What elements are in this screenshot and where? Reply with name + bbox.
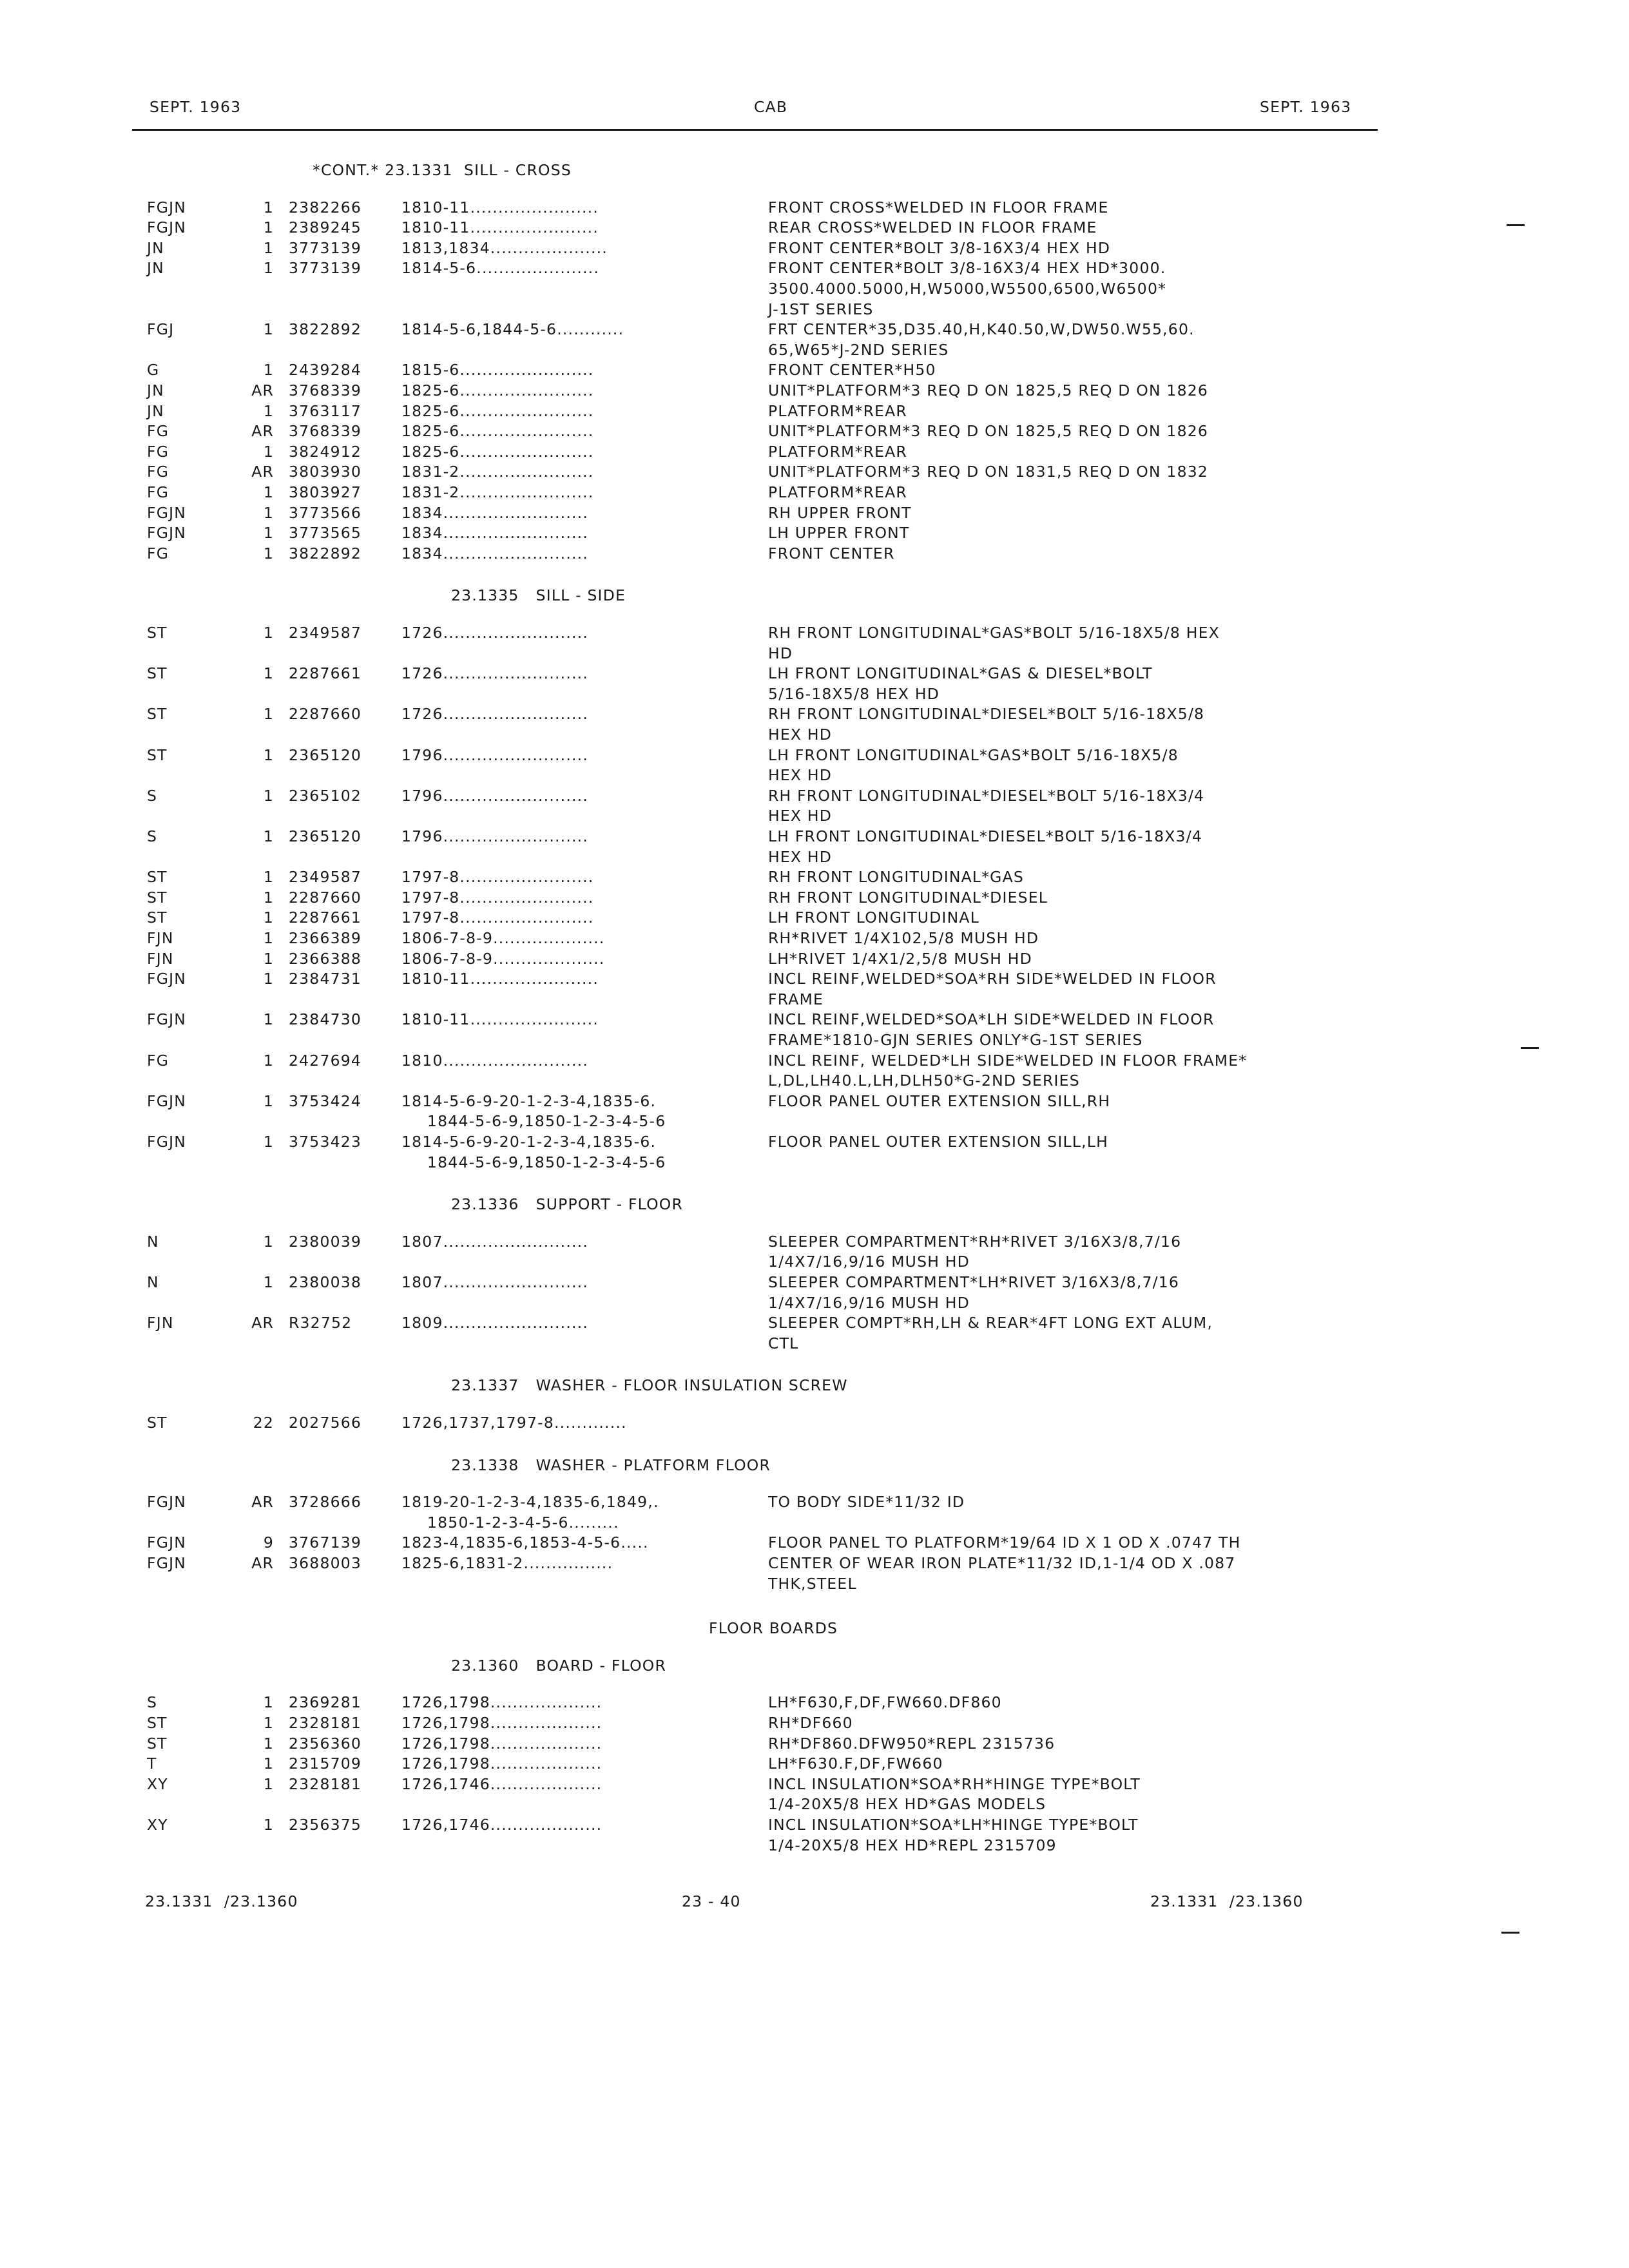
section-heading: 23.1338 WASHER - PLATFORM FLOOR [451,1456,771,1474]
row-code: FGJN [147,1493,187,1512]
row-part-number: 2382266 [289,198,362,216]
row-models: 1809.......................... [401,1314,589,1332]
row-part-number: 2365120 [289,745,362,764]
row-description: INCL REINF,WELDED*SOA*LH SIDE*WELDED IN FLOOR [768,1010,1215,1029]
row-part-number: 2349587 [289,868,362,887]
row-models: 1726,1798.................... [401,1754,602,1773]
row-models: 1834.......................... [401,503,589,522]
row-code: FG [147,422,169,441]
row-part-number: 3753424 [289,1091,362,1110]
row-models: 1834.......................... [401,544,589,562]
section-heading: 23.1336 SUPPORT - FLOOR [451,1195,684,1214]
row-code: JN [147,381,164,399]
row-description: PLATFORM*REAR [768,442,907,461]
row-code: XY [147,1816,168,1834]
row-models: 1806-7-8-9.................... [401,929,605,947]
section-heading: 23.1335 SILL - SIDE [451,586,626,605]
row-qty: 1 [263,624,274,642]
row-code: FJN [147,949,174,968]
row-part-number: 3773139 [289,238,362,257]
margin-mark [1521,1047,1539,1049]
row-code: S [147,1693,158,1712]
row-qty: 1 [263,218,274,237]
row-models: 1825-6........................ [401,422,594,441]
row-description: LH*F630,F,DF,FW660.DF860 [768,1693,1002,1712]
row-part-number: 2366389 [289,929,362,947]
row-part-number: 3688003 [289,1554,362,1572]
row-qty: 1 [263,1816,274,1834]
row-models: 1844-5-6-9,1850-1-2-3-4-5-6 [427,1153,666,1171]
row-code: ST [147,888,168,907]
row-part-number: 2384731 [289,970,362,988]
row-code: FGJN [147,1533,187,1552]
row-description: PLATFORM*REAR [768,401,907,420]
header-rule [132,129,1378,131]
row-models: 1810-11....................... [401,198,599,216]
row-description: FRONT CENTER*BOLT 3/8-16X3/4 HEX HD [768,238,1111,257]
row-part-number: 2439284 [289,361,362,380]
row-models: 1814-5-6...................... [401,259,600,278]
row-models: 1797-8........................ [401,868,594,887]
row-models: 1815-6........................ [401,361,594,380]
row-code: ST [147,664,168,683]
row-models: 1796.......................... [401,745,589,764]
row-models: 1726,1737,1797-8............. [401,1414,627,1432]
row-description: HEX HD [768,807,833,825]
row-models: 1807.......................... [401,1273,589,1291]
row-part-number: 3822892 [289,320,362,339]
row-qty: 1 [263,1091,274,1110]
row-part-number: 2369281 [289,1693,362,1712]
row-qty: 1 [263,1133,274,1151]
row-qty: 1 [263,524,274,543]
row-code: FJN [147,929,174,947]
row-description: LH FRONT LONGITUDINAL*DIESEL*BOLT 5/16-18X3/4 [768,827,1202,845]
margin-mark [1507,224,1525,226]
row-code: ST [147,1714,168,1732]
row-qty: 1 [263,827,274,845]
row-qty: 1 [263,970,274,988]
row-qty: 1 [263,259,274,278]
row-code: ST [147,908,168,927]
row-description: 65,W65*J-2ND SERIES [768,340,949,359]
row-qty: AR [251,1554,274,1572]
row-qty: 1 [263,786,274,805]
row-qty: 1 [263,503,274,522]
row-models: 1726.......................... [401,664,589,683]
row-qty: AR [251,1493,274,1512]
row-models: 1797-8........................ [401,888,594,907]
header-left: SEPT. 1963 [149,98,242,116]
row-qty: 1 [263,1714,274,1732]
row-description: CENTER OF WEAR IRON PLATE*11/32 ID,1-1/4 OD X .087 [768,1554,1236,1572]
row-description: SLEEPER COMPARTMENT*RH*RIVET 3/16X3/8,7/16 [768,1232,1182,1251]
row-description: FLOOR PANEL TO PLATFORM*19/64 ID X 1 OD X .0747 TH [768,1533,1241,1552]
row-code: ST [147,868,168,887]
row-models: 1814-5-6-9-20-1-2-3-4,1835-6. [401,1091,657,1110]
row-part-number: 2384730 [289,1010,362,1029]
row-part-number: 2027566 [289,1414,362,1432]
row-qty: 1 [263,1754,274,1773]
row-description: UNIT*PLATFORM*3 REQ D ON 1825,5 REQ D ON 1826 [768,422,1209,441]
row-part-number: 2287661 [289,664,362,683]
row-code: FG [147,483,169,501]
row-qty: 1 [263,949,274,968]
row-description: UNIT*PLATFORM*3 REQ D ON 1831,5 REQ D ON 1832 [768,463,1209,481]
row-models: 1797-8........................ [401,908,594,927]
row-description: LH*F630.F,DF,FW660 [768,1754,943,1773]
row-description: THK,STEEL [768,1574,857,1593]
row-description: 1/4-20X5/8 HEX HD*GAS MODELS [768,1795,1046,1814]
row-models: 1810-11....................... [401,970,599,988]
row-models: 1726,1798.................... [401,1693,602,1712]
row-code: N [147,1232,159,1251]
row-code: JN [147,238,164,257]
row-description: RH UPPER FRONT [768,503,912,522]
row-models: 1844-5-6-9,1850-1-2-3-4-5-6 [427,1112,666,1131]
row-models: 1726,1798.................... [401,1734,602,1753]
row-description: RH*DF860.DFW950*REPL 2315736 [768,1734,1055,1753]
row-description: J-1ST SERIES [768,300,874,318]
row-models: 1810-11....................... [401,1010,599,1029]
row-description: CTL [768,1334,799,1352]
row-description: RH FRONT LONGITUDINAL*DIESEL*BOLT 5/16-18X3/4 [768,786,1205,805]
row-description: HEX HD [768,847,833,866]
row-description: HD [768,644,793,662]
footer-left: 23.1331 /23.1360 [145,1892,298,1910]
row-qty: 1 [263,544,274,562]
row-description: INCL INSULATION*SOA*LH*HINGE TYPE*BOLT [768,1816,1139,1834]
row-description: 1/4-20X5/8 HEX HD*REPL 2315709 [768,1836,1057,1854]
row-qty: 1 [263,1774,274,1793]
row-part-number: 3753423 [289,1133,362,1151]
row-part-number: 2328181 [289,1714,362,1732]
row-qty: 1 [263,705,274,724]
footer-right: 23.1331 /23.1360 [1150,1892,1304,1910]
row-description: REAR CROSS*WELDED IN FLOOR FRAME [768,218,1097,237]
row-models: 1834.......................... [401,524,589,543]
row-code: ST [147,1734,168,1753]
row-qty: 1 [263,1734,274,1753]
footer-center: 23 - 40 [682,1892,741,1910]
row-description: INCL REINF, WELDED*LH SIDE*WELDED IN FLOOR FRAME* [768,1051,1248,1070]
row-description: INCL INSULATION*SOA*RH*HINGE TYPE*BOLT [768,1774,1141,1793]
row-code: ST [147,705,168,724]
row-models: 1810.......................... [401,1051,589,1070]
row-models: 1850-1-2-3-4-5-6......... [427,1513,619,1532]
row-code: FGJN [147,524,187,543]
row-description: FLOOR PANEL OUTER EXTENSION SILL,LH [768,1133,1108,1151]
section-heading: 23.1337 WASHER - FLOOR INSULATION SCREW [451,1376,848,1395]
row-code: JN [147,401,164,420]
row-part-number: 2349587 [289,624,362,642]
row-part-number: 3767139 [289,1533,362,1552]
row-description: INCL REINF,WELDED*SOA*RH SIDE*WELDED IN FLOOR [768,970,1217,988]
row-code: FJN [147,1314,174,1332]
row-qty: 1 [263,1232,274,1251]
row-part-number: 2366388 [289,949,362,968]
row-code: FGJN [147,970,187,988]
row-description: 1/4X7/16,9/16 MUSH HD [768,1253,970,1271]
row-qty: 1 [263,320,274,339]
row-part-number: 2356375 [289,1816,362,1834]
section-heading: 23.1360 BOARD - FLOOR [451,1656,666,1675]
row-code: T [147,1754,157,1773]
row-code: FG [147,1051,169,1070]
row-qty: 1 [263,238,274,257]
row-models: 1823-4,1835-6,1853-4-5-6..... [401,1533,649,1552]
row-qty: 1 [263,1273,274,1291]
row-qty: 22 [253,1414,274,1432]
row-qty: 1 [263,908,274,927]
row-code: ST [147,1414,168,1432]
row-description: RH FRONT LONGITUDINAL*DIESEL [768,888,1048,907]
row-qty: AR [251,1314,274,1332]
row-part-number: 3773565 [289,524,362,543]
row-models: 1726,1798.................... [401,1714,602,1732]
row-models: 1726.......................... [401,624,589,642]
row-qty: 9 [263,1533,274,1552]
row-qty: 1 [263,198,274,216]
row-description: TO BODY SIDE*11/32 ID [768,1493,965,1512]
row-part-number: 3773566 [289,503,362,522]
row-models: 1796.......................... [401,786,589,805]
margin-mark [1501,1932,1519,1934]
row-qty: 1 [263,401,274,420]
row-code: N [147,1273,159,1291]
row-code: S [147,827,158,845]
row-description: RH*DF660 [768,1714,853,1732]
row-description: HEX HD [768,766,833,785]
row-qty: 1 [263,1010,274,1029]
row-description: RH FRONT LONGITUDINAL*GAS [768,868,1024,887]
row-models: 1726.......................... [401,705,589,724]
row-part-number: 3763117 [289,401,362,420]
row-qty: 1 [263,483,274,501]
row-part-number: 2380038 [289,1273,362,1291]
row-qty: 1 [263,664,274,683]
row-code: FGJN [147,218,187,237]
row-description: HEX HD [768,726,833,744]
row-qty: 1 [263,1693,274,1712]
row-description: RH FRONT LONGITUDINAL*DIESEL*BOLT 5/16-18X5/8 [768,705,1205,724]
row-code: ST [147,624,168,642]
row-models: 1806-7-8-9.................... [401,949,605,968]
row-code: FGJN [147,1554,187,1572]
row-qty: 1 [263,361,274,380]
row-qty: 1 [263,868,274,887]
row-description: FLOOR PANEL OUTER EXTENSION SILL,RH [768,1091,1111,1110]
row-qty: 1 [263,442,274,461]
row-description: L,DL,LH40.L,LH,DLH50*G-2ND SERIES [768,1072,1080,1090]
row-part-number: 2287660 [289,705,362,724]
row-part-number: 2328181 [289,1774,362,1793]
row-part-number: 3768339 [289,381,362,399]
row-models: 1726,1746.................... [401,1816,602,1834]
row-qty: 1 [263,888,274,907]
row-code: FGJN [147,1091,187,1110]
row-part-number: 2287661 [289,908,362,927]
row-code: FGJN [147,1010,187,1029]
row-code: G [147,361,160,380]
row-description: LH UPPER FRONT [768,524,910,543]
row-part-number: 2365120 [289,827,362,845]
row-qty: 1 [263,929,274,947]
row-part-number: 2315709 [289,1754,362,1773]
row-qty: AR [251,463,274,481]
row-code: FG [147,442,169,461]
header-right: SEPT. 1963 [1260,98,1352,116]
row-part-number: 3822892 [289,544,362,562]
row-description: RH*RIVET 1/4X102,5/8 MUSH HD [768,929,1039,947]
row-description: LH*RIVET 1/4X1/2,5/8 MUSH HD [768,949,1032,968]
row-description: PLATFORM*REAR [768,483,907,501]
row-models: 1831-2........................ [401,463,594,481]
row-qty: AR [251,381,274,399]
row-description: RH FRONT LONGITUDINAL*GAS*BOLT 5/16-18X5/8 HEX [768,624,1220,642]
row-part-number: R32752 [289,1314,352,1332]
row-code: FGJN [147,503,187,522]
row-part-number: 2389245 [289,218,362,237]
row-models: 1814-5-6-9-20-1-2-3-4,1835-6. [401,1133,657,1151]
row-qty: 1 [263,745,274,764]
group-title: FLOOR BOARDS [709,1619,838,1638]
row-description: 5/16-18X5/8 HEX HD [768,684,940,703]
row-code: XY [147,1774,168,1793]
row-description: UNIT*PLATFORM*3 REQ D ON 1825,5 REQ D ON 1826 [768,381,1209,399]
row-code: FGJN [147,1133,187,1151]
row-description: FRONT CENTER*H50 [768,361,936,380]
row-part-number: 3824912 [289,442,362,461]
row-part-number: 3773139 [289,259,362,278]
row-code: FGJN [147,198,187,216]
row-qty: 1 [263,1051,274,1070]
row-description: FRAME*1810-GJN SERIES ONLY*G-1ST SERIES [768,1031,1143,1049]
row-description: SLEEPER COMPARTMENT*LH*RIVET 3/16X3/8,7/16 [768,1273,1180,1291]
row-part-number: 3768339 [289,422,362,441]
row-models: 1831-2........................ [401,483,594,501]
row-description: 1/4X7/16,9/16 MUSH HD [768,1293,970,1312]
row-description: SLEEPER COMPT*RH,LH & REAR*4FT LONG EXT ALUM, [768,1314,1213,1332]
row-models: 1825-6........................ [401,381,594,399]
row-part-number: 3728666 [289,1493,362,1512]
row-part-number: 2380039 [289,1232,362,1251]
row-models: 1807.......................... [401,1232,589,1251]
header-center: CAB [754,98,788,116]
row-models: 1825-6,1831-2................ [401,1554,613,1572]
row-code: JN [147,259,164,278]
row-models: 1825-6........................ [401,401,594,420]
row-code: FGJ [147,320,175,339]
row-code: S [147,786,158,805]
row-code: FG [147,544,169,562]
row-models: 1814-5-6,1844-5-6............ [401,320,624,339]
row-part-number: 3803930 [289,463,362,481]
row-code: FG [147,463,169,481]
row-models: 1810-11....................... [401,218,599,237]
row-part-number: 2365102 [289,786,362,805]
row-models: 1726,1746.................... [401,1774,602,1793]
row-part-number: 2356360 [289,1734,362,1753]
row-part-number: 2427694 [289,1051,362,1070]
row-description: 3500.4000.5000,H,W5000,W5500,6500,W6500* [768,280,1167,298]
row-code: ST [147,745,168,764]
row-models: 1796.......................... [401,827,589,845]
row-description: FRONT CENTER [768,544,895,562]
row-part-number: 3803927 [289,483,362,501]
row-models: 1813,1834..................... [401,238,608,257]
row-description: FRT CENTER*35,D35.40,H,K40.50,W,DW50.W55,60. [768,320,1195,339]
row-description: LH FRONT LONGITUDINAL*GAS*BOLT 5/16-18X5/8 [768,745,1179,764]
row-description: FRONT CROSS*WELDED IN FLOOR FRAME [768,198,1109,216]
row-description: FRAME [768,990,824,1008]
row-description: LH FRONT LONGITUDINAL*GAS & DIESEL*BOLT [768,664,1153,683]
section-heading: *CONT.* 23.1331 SILL - CROSS [313,161,572,179]
row-description: FRONT CENTER*BOLT 3/8-16X3/4 HEX HD*3000. [768,259,1166,278]
row-description: LH FRONT LONGITUDINAL [768,908,979,927]
row-models: 1825-6........................ [401,442,594,461]
row-part-number: 2287660 [289,888,362,907]
row-qty: AR [251,422,274,441]
row-models: 1819-20-1-2-3-4,1835-6,1849,. [401,1493,659,1512]
